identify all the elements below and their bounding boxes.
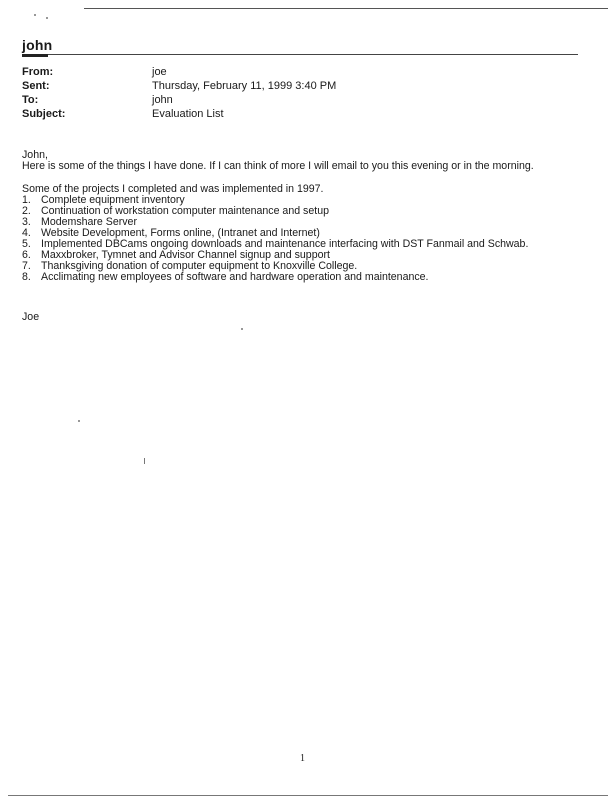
header-label: To:: [22, 94, 39, 106]
list-item: 3. Modemshare Server: [22, 216, 137, 228]
list-item: 4. Website Development, Forms online, (Intranet and Internet): [22, 227, 320, 239]
header-label: Subject:: [22, 108, 66, 120]
header-value-sent: Thursday, February 11, 1999 3:40 PM: [152, 80, 337, 92]
scan-speck: [241, 328, 243, 330]
list-item-text: Thanksgiving donation of computer equipment to Knoxville College.: [41, 260, 358, 272]
header-value-subject: Evaluation List: [152, 108, 224, 120]
list-item-text: Acclimating new employees of software and hardware operation and maintenance.: [41, 271, 429, 283]
header-label: From:: [22, 66, 54, 78]
message-intro: Here is some of the things I have done. If I can think of more I will email to you this evening or in the morning.: [22, 160, 534, 172]
header-label: Sent:: [22, 80, 50, 92]
signature: Joe: [22, 311, 40, 323]
list-item: 8. Acclimating new employees of software and hardware operation and maintenance.: [22, 271, 429, 283]
list-item-text: Maxxbroker, Tymnet and Advisor Channel signup and support: [41, 249, 330, 261]
mailbox-owner-name: john: [22, 37, 53, 53]
list-item: 5. Implemented DBCams ongoing downloads and maintenance interfacing with DST Fanmail and Schwab.: [22, 238, 529, 250]
project-list: [22, 195, 528, 283]
page-number: 1: [300, 753, 305, 764]
list-item: 2. Continuation of workstation computer maintenance and setup: [22, 205, 329, 217]
list-item-text: Complete equipment inventory: [41, 194, 185, 206]
list-item-text: Continuation of workstation computer maintenance and setup: [41, 205, 329, 217]
message-greeting: John,: [22, 149, 48, 161]
list-item: 1. Complete equipment inventory: [22, 194, 185, 206]
header-rule: [22, 54, 578, 55]
header-value-to: john: [152, 94, 173, 106]
bottom-scan-rule: [8, 795, 608, 796]
list-intro: Some of the projects I completed and was implemented in 1997.: [22, 183, 324, 195]
list-item: 6. Maxxbroker, Tymnet and Advisor Channel signup and support: [22, 249, 330, 261]
top-scan-rule: [84, 8, 608, 9]
list-item-text: Modemshare Server: [41, 216, 137, 228]
list-item-text: Implemented DBCams ongoing downloads and maintenance interfacing with DST Fanmail and Schwab.: [41, 238, 529, 250]
owner-underline: [22, 54, 48, 57]
scan-speck: [46, 17, 48, 19]
scan-speck: [78, 420, 80, 422]
list-item-text: Website Development, Forms online, (Intranet and Internet): [41, 227, 320, 239]
scan-speck: [144, 458, 145, 464]
scan-speck: [34, 14, 36, 16]
header-value-from: joe: [152, 66, 167, 78]
list-item: 7. Thanksgiving donation of computer equipment to Knoxville College.: [22, 260, 358, 272]
